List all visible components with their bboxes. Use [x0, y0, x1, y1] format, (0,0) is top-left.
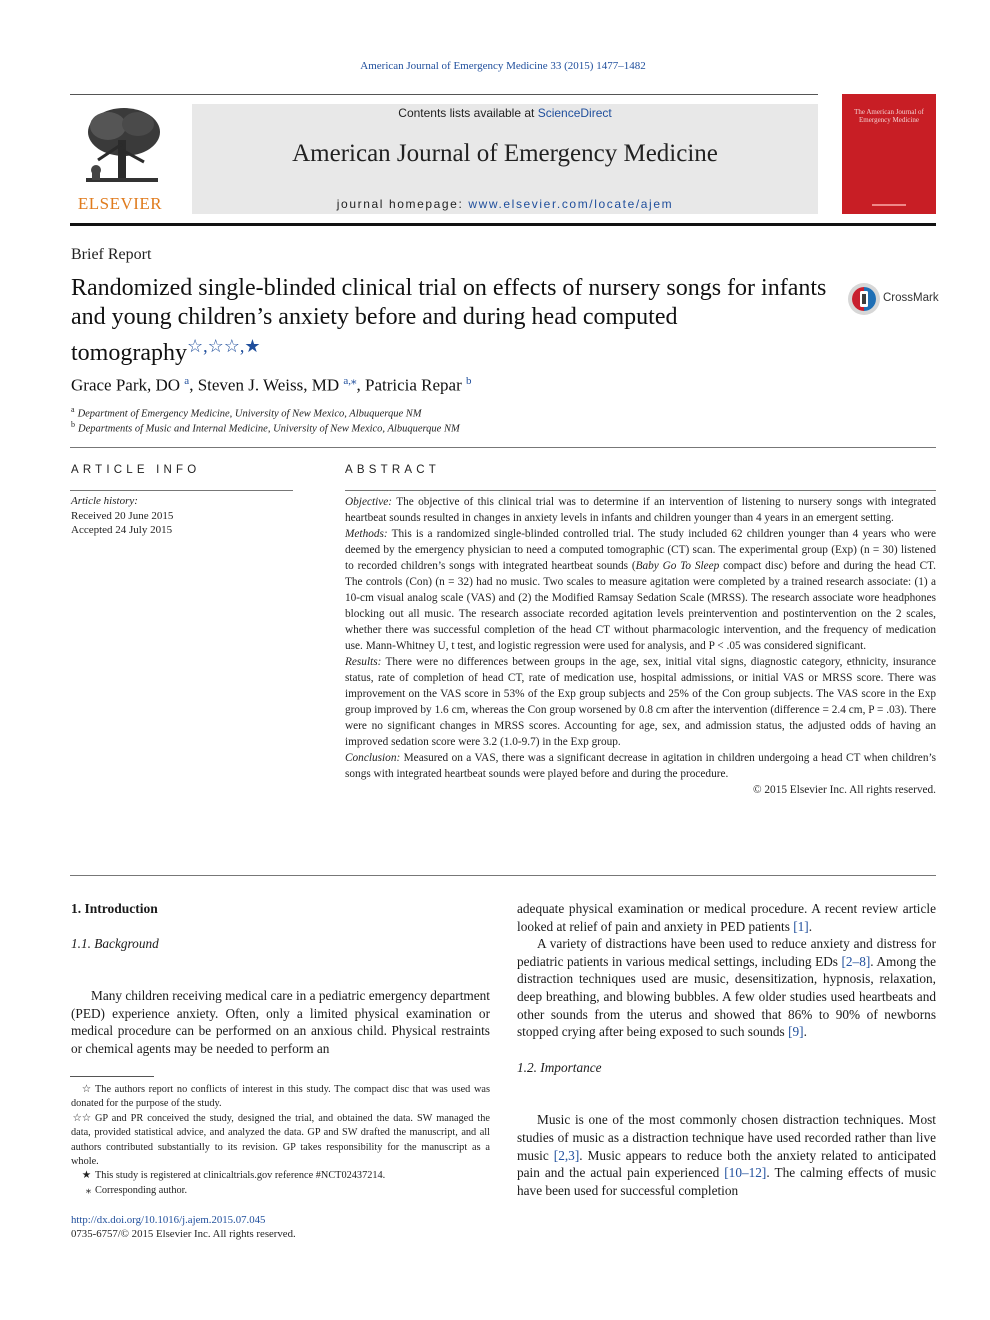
abstract-results [345, 654, 936, 750]
spacer [71, 969, 490, 987]
elsevier-tree-icon [78, 104, 164, 192]
crossmark-label: CrossMark [883, 292, 939, 304]
affiliation-b [71, 420, 460, 435]
author-affil-mark[interactable]: b [466, 375, 472, 387]
abstract-heading: ABSTRACT [345, 464, 440, 476]
abstract-methods [345, 526, 936, 654]
abstract-label: Results: [345, 656, 382, 668]
author-name[interactable]: Grace Park, DO [71, 375, 181, 395]
abstract-text: The objective of this clinical trial was to determine if an intervention of listening to nursery songs with integrated heartbeat sounds resulted in changes in anxiety levels in infants and children younger than 4 years in an emergent setting. [345, 496, 936, 524]
reference-link[interactable]: [2,3] [553, 1147, 580, 1163]
elsevier-wordmark: ELSEVIER [77, 194, 163, 213]
crossmark-badge[interactable] [847, 282, 937, 316]
body-text: . The calming effects of music have been used for successful completion [517, 1165, 936, 1198]
footnote-mark: ☆☆ [72, 1112, 91, 1124]
doi-link[interactable]: http://dx.doi.org/10.1016/j.ajem.2015.07.045 [71, 1214, 266, 1226]
footnotes [71, 1083, 490, 1198]
article-title [71, 274, 831, 368]
homepage-line [192, 197, 818, 211]
body-paragraph [517, 1111, 936, 1199]
abstract-italic: Baby Go To Sleep [635, 560, 720, 572]
abstract-label: Objective: [345, 496, 393, 508]
footnote [71, 1112, 490, 1170]
abstract-copyright: © 2015 Elsevier Inc. All rights reserved. [752, 784, 936, 796]
affiliation-text: Departments of Music and Internal Medicine, University of New Mexico, Albuquerque NM [78, 423, 460, 435]
sciencedirect-link[interactable]: ScienceDirect [537, 106, 612, 120]
author-name[interactable]: Steven J. Weiss, MD [197, 375, 340, 395]
received-date: Received 20 June 2015 [71, 509, 174, 522]
footnote-mark: ★ [81, 1170, 91, 1182]
author-affil-mark[interactable]: a [184, 375, 190, 387]
abstract-body [345, 494, 936, 798]
journal-cover-thumbnail[interactable] [842, 94, 936, 214]
subsection-heading-importance: 1.2. Importance [517, 1059, 602, 1075]
title-footnote-marks[interactable]: ☆,☆☆,★ [186, 336, 261, 356]
affiliation-text: Department of Emergency Medicine, University of New Mexico, Albuquerque NM [77, 408, 422, 420]
section-heading-introduction: 1. Introduction [71, 901, 158, 916]
abstract-text: This is a randomized single-blinded controlled trial. The study included 62 children younger than 4 years who were deemed by the emergency physician to need a computed tomographic (CT) scan. The experimental group (Exp) (n = 30) listened to recorded children’s songs with integrated heartbeat sounds ( [345, 528, 936, 572]
contents-line [192, 106, 818, 120]
article-history [71, 494, 173, 538]
spacer [517, 1093, 936, 1111]
footnote-text: The authors report no conflicts of interest in this study. The compact disc that was used was donated for the purpose of the study. [71, 1084, 490, 1110]
footnote [71, 1184, 490, 1198]
body-column-right [517, 900, 936, 1199]
footnote [71, 1169, 490, 1183]
affiliation-mark: b [71, 420, 75, 429]
footnote-mark: ⁎ [85, 1184, 91, 1196]
masthead-banner [192, 104, 818, 214]
footnote-text: This study is registered at clinicaltrials.gov reference #NCT02437214. [95, 1170, 386, 1182]
reference-link[interactable]: [2–8] [841, 953, 871, 969]
accepted-date: Accepted 24 July 2015 [71, 524, 173, 536]
author-affil-mark[interactable]: a,⁎ [343, 375, 357, 387]
article-type: Brief Report [71, 246, 152, 263]
abstract-objective [345, 494, 936, 526]
author-name[interactable]: Patricia Repar [364, 375, 462, 395]
spacer [517, 1041, 936, 1059]
article-info-heading: ARTICLE INFO [71, 464, 201, 476]
article-title-text: Randomized single-blinded clinical trial on effects of nursery songs for infants and young children’s anxiety before and during head computed tomography [71, 275, 827, 366]
subsection-heading-background: 1.1. Background [71, 935, 159, 951]
reference-link[interactable]: [1] [793, 918, 809, 934]
contents-prefix: Contents lists available at [398, 106, 538, 120]
elsevier-logo[interactable] [70, 104, 170, 214]
body-paragraph: Many children receiving medical care in a pediatric emergency department (PED) experience anxiety. Often, only a limited physical examination or medical procedure can be performed on an anxious child. Physical restraints or chemical agents may be needed to perform an [71, 988, 490, 1056]
affiliation-a [71, 405, 422, 420]
footnote-mark: ☆ [81, 1084, 91, 1095]
homepage-prefix: journal homepage: [336, 197, 469, 211]
body-paragraph: adequate physical examination or medical procedure. A recent review article looked at relief of pain and anxiety in PED patients [1]. [517, 901, 936, 934]
cover-title: The American Journal of Emergency Medicine [854, 108, 924, 124]
body-paragraph: A variety of distractions have been used to reduce anxiety and distress for pediatric patients in various medical settings, including EDs [2–8]. Among the distraction techniques used are music, desensitization, hypnosis, relaxation, deep breathing, and blowing bubbles. A few older studies used heartbeats and other sounds from the uterus and showed that 86% to 90% of newborns stopped crying after being exposed to such sounds [9]. [517, 936, 937, 1040]
journal-name: American Journal of Emergency Medicine [292, 140, 718, 167]
body-column-left [71, 900, 490, 1058]
reference-link[interactable]: [10–12] [724, 1165, 767, 1181]
divider [70, 875, 936, 876]
homepage-link[interactable]: www.elsevier.com/locate/ajem [468, 197, 674, 211]
footnote-divider [70, 1076, 154, 1077]
author-list: Grace Park, DO $^a$, Steven J. Weiss, MD $^{a,⁎}$, Patricia Repar $^b$ [71, 375, 472, 395]
journal-citation[interactable]: American Journal of Emergency Medicine 33 (2015) 1477–1482 [360, 60, 646, 72]
divider [70, 447, 936, 448]
abstract-label: Conclusion: [345, 752, 401, 764]
masthead-thick-rule [70, 223, 936, 226]
issn-line: 0735-6757/© 2015 Elsevier Inc. All rights reserved. [71, 1228, 296, 1240]
crossmark-icon [847, 282, 881, 316]
cover-footer-mark [872, 204, 906, 206]
footnote [71, 1083, 490, 1112]
body-text: . Among the distraction techniques used are music, desensitization, hypnosis, relaxation, deep breathing, and blowing bubbles. A few older studies used heartbeats and other sounds from the uterus and showed that 86% to 90% of newborns stopped crying after being exposed to such sounds [517, 953, 937, 1040]
history-label: Article history: [71, 495, 138, 507]
body-text: adequate physical examination or medical procedure. A recent review article looked at relief of pain and anxiety in PED patients [517, 901, 936, 934]
footnote-text: Corresponding author. [95, 1184, 188, 1196]
body-text: . Music appears to reduce both the anxiety related to anticipated pain and the actual pain experienced [517, 1147, 936, 1181]
body-text: A variety of distractions have been used to reduce anxiety and distress for pediatric patients in various medical settings, including EDs [517, 936, 936, 969]
abstract-text: compact disc) before and during the head CT. The controls (Con) (n = 32) had no music. Two scales to measure agitation were completed by a trained research associate: (1) a 10-cm visual analog scale (VAS) and (2) the Modified Ramsay Sedation Scale (MRSS). The research associate wore headphones blocking out all music. The research associate recorded agitation levels preintervention and postintervention on the 2 scales, whether there was successful completion of the head CT without pharmacologic intervention, and the frequency of medication use. Mann-Whitney U, t test, and logistic regression were used for analysis, and P < .05 was considered significant. [345, 560, 936, 652]
abstract-text: Measured on a VAS, there was a significant decrease in agitation in children undergoing a head CT when children’s songs with integrated heartbeat sounds were played before and during the procedure. [345, 752, 936, 780]
divider [345, 490, 936, 491]
divider [70, 490, 293, 491]
body-text: Music is one of the most commonly chosen distraction techniques. Most studies of music as a distraction technique have used recorded rather than live music [517, 1112, 936, 1163]
affiliation-mark: a [71, 405, 75, 414]
reference-link[interactable]: [9] [788, 1024, 804, 1040]
abstract-text: There were no differences between groups in the age, sex, initial vital signs, diagnostic category, ethnicity, insurance status, rate of completion of head CT, rate of medication use, hospital admissions, or initial VAS or MRSS score. There was improvement on the VAS score in 53% of the Exp group subjects and 25% of the Con group subjects. The VAS score in the Exp group improved by 1.6 cm, whereas the Con group worsened by 0.8 cm after the intervention (difference = 2.4 cm, P = .03). There were no significant changes in MRSS scores. Accounting for age, sex, and admission status, the adjusted odds of having an improved sedation score were 3.2 (1.0-9.7) in the Exp group. [345, 656, 937, 748]
abstract-label: Methods: [345, 528, 388, 540]
footnote-text: GP and PR conceived the study, designed the trial, and obtained the data. SW managed the data, provided statistical advice, and analyzed the data. GP and SW drafted the manuscript, and all authors contributed substantially to its revision. GP takes responsibility for the manuscript as a whole. [71, 1112, 490, 1168]
masthead-top-rule [70, 94, 818, 95]
abstract-conclusion [345, 750, 936, 782]
